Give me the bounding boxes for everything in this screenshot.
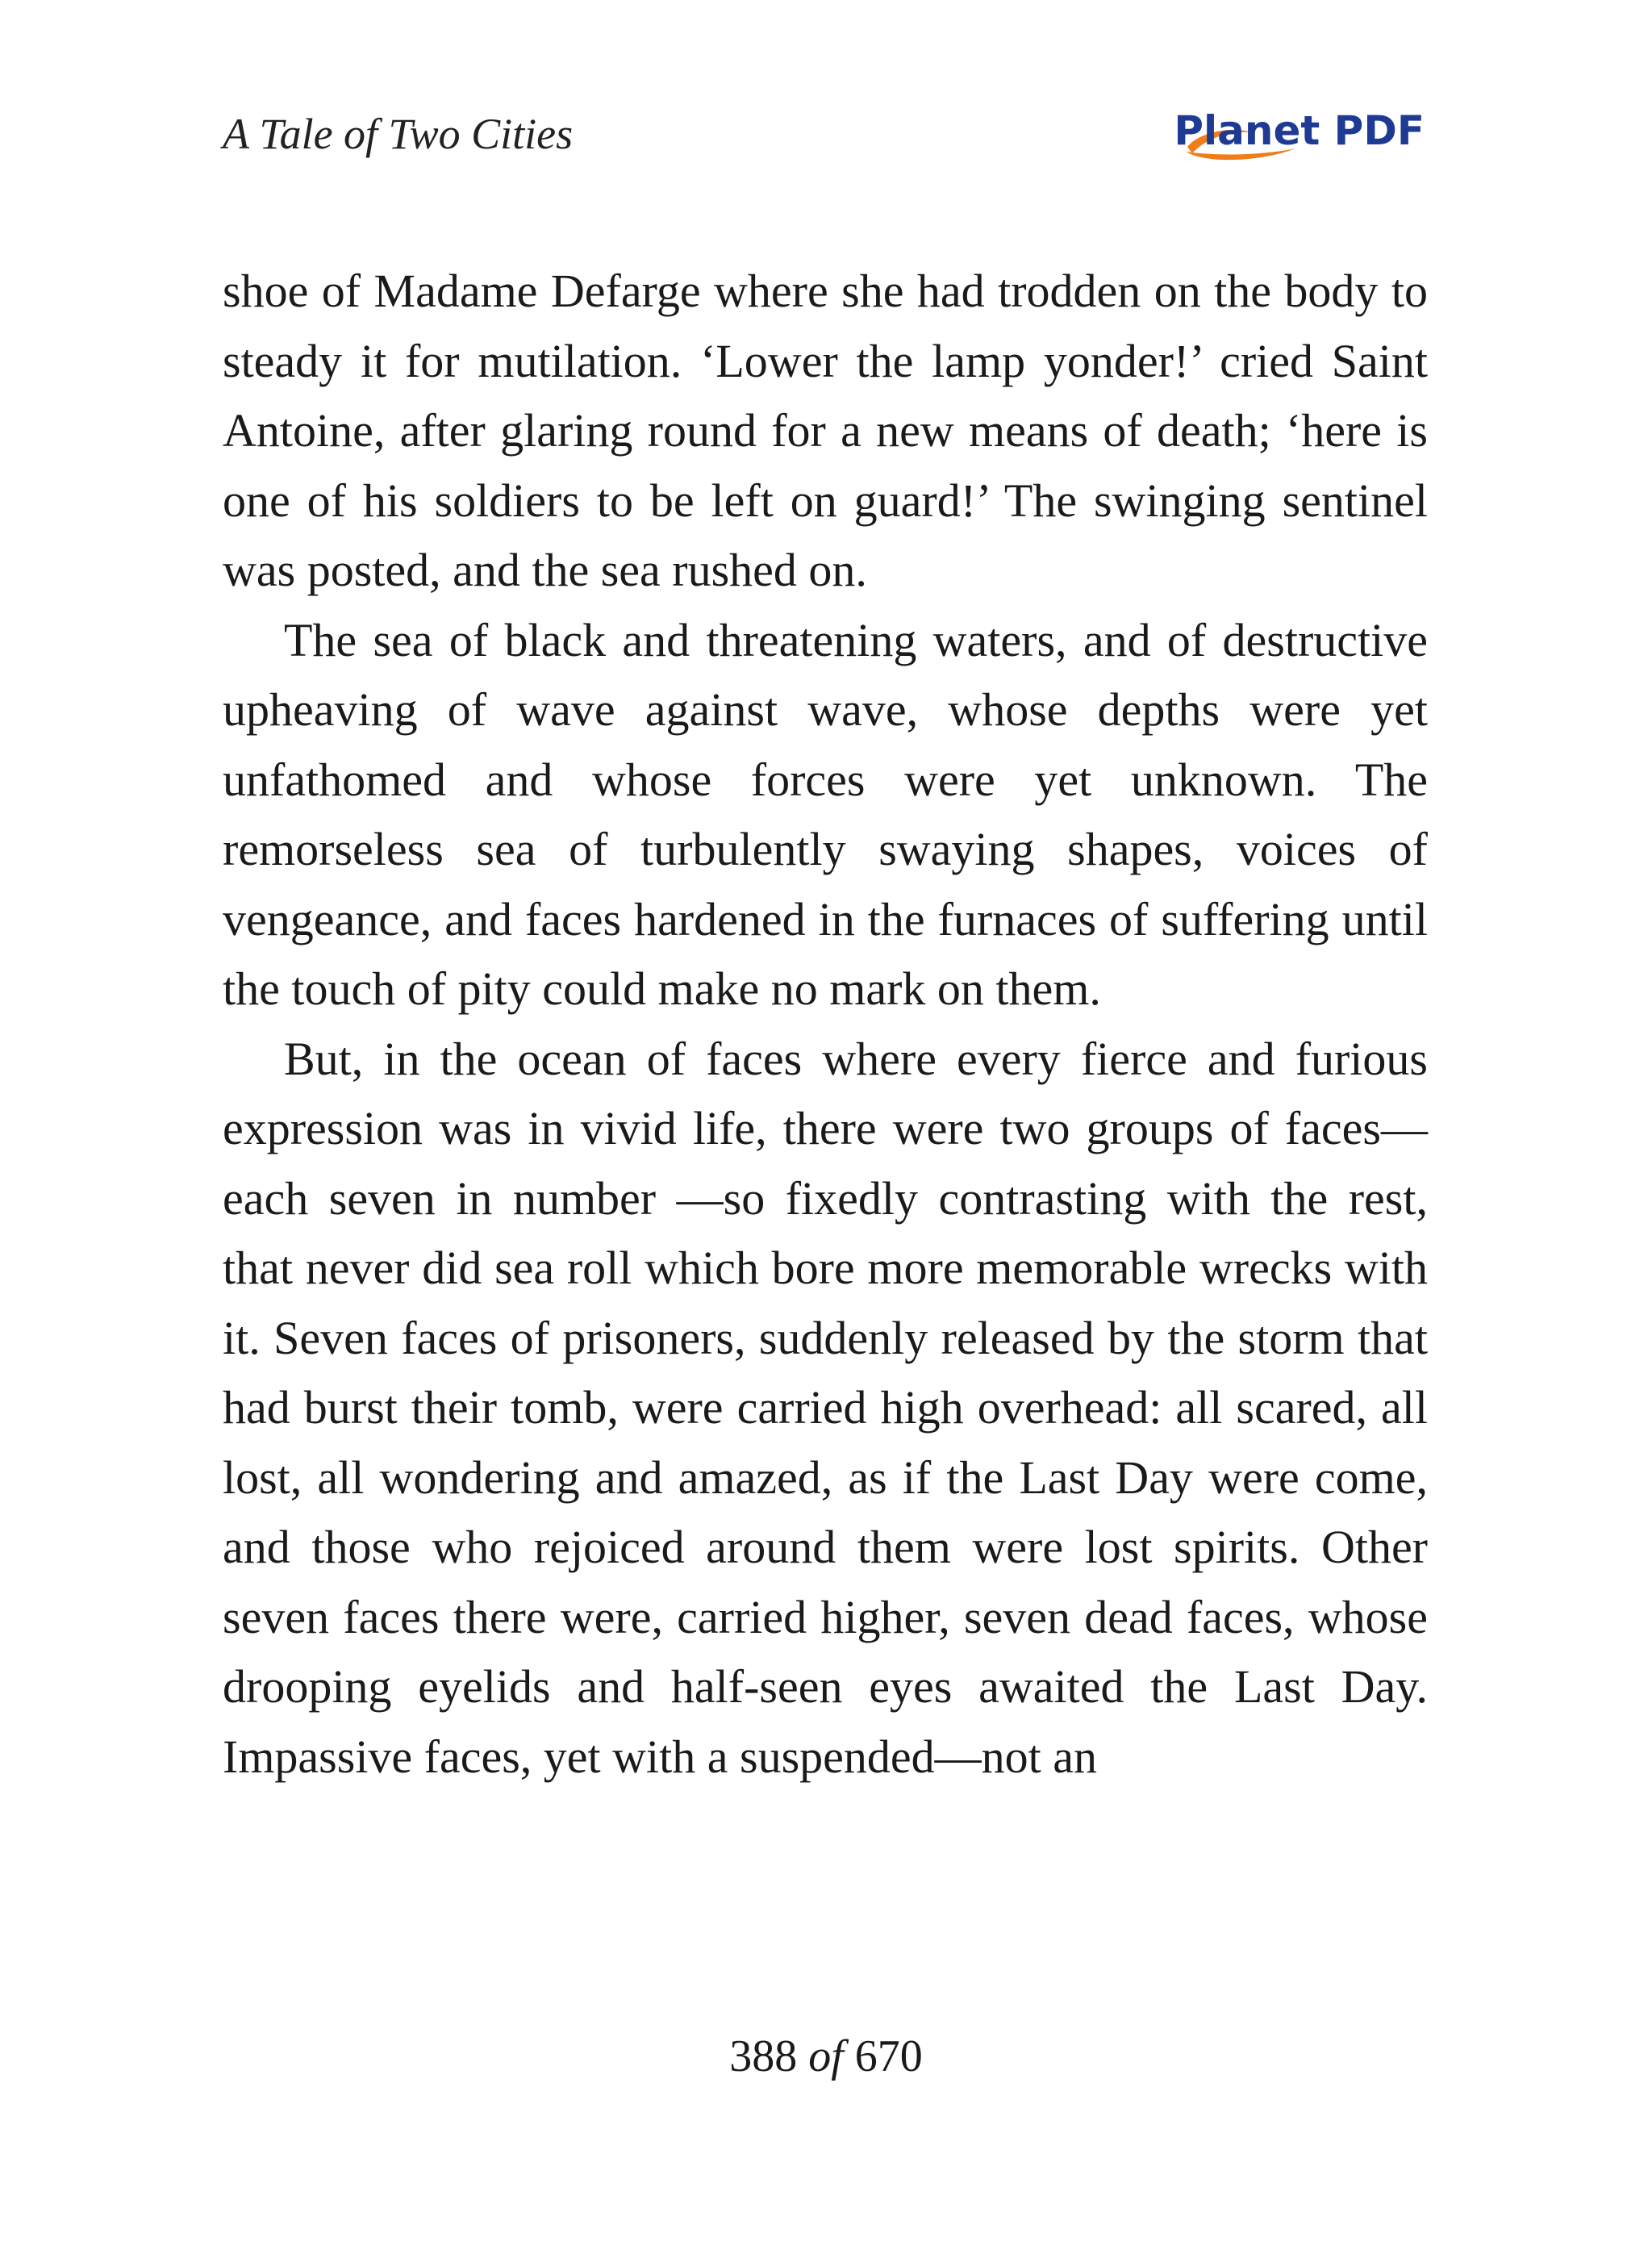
of-label: of	[808, 2031, 844, 2081]
page-header	[223, 105, 1433, 169]
total-pages: 670	[854, 2031, 923, 2081]
logo-text: Planet PDF	[1174, 107, 1425, 154]
paragraph-2: The sea of black and threatening waters, and of destructive upheaving of wave against wave, whose depths were yet unfathomed and whose forces were yet unknown. The remorseless sea of turbulently swaying shapes, voices of vengeance, and faces hardened in the furnaces of suffering until the touch of pity could make no mark on them.	[223, 613, 1428, 1015]
book-title: A Tale of Two Cities	[223, 110, 574, 158]
paragraph-1: shoe of Madame Defarge where she had trodden on the body to steady it for mutilation. ‘Lower the lamp yonder!’ cried Saint Antoine, after glaring round for a new means of death; ‘here is one of his soldiers to be left on guard!’ The swinging sentinel was posted, and the sea rushed on.	[223, 265, 1428, 596]
paragraph-3: But, in the ocean of faces where every fierce and furious expression was in vivid life, there were two groups of faces—each seven in number —so fixedly contrasting with the rest, that never did sea roll which bore more memorable wrecks with it. Seven faces of prisoners, suddenly released by the storm that had burst their tomb, were carried high overhead: all scared, all lost, all wondering and amazed, as if the Last Day were come, and those who rejoiced around them were lost spirits. Other seven faces there were, carried higher, seven dead faces, whose drooping eyelids and half-seen eyes awaited the Last Day. Impassive faces, yet with a suspended—not an	[223, 1032, 1428, 1783]
current-page: 388	[729, 2031, 798, 2081]
body-text	[223, 257, 1428, 1792]
page-number	[0, 2028, 1652, 2085]
planet-pdf-logo	[1174, 105, 1433, 169]
